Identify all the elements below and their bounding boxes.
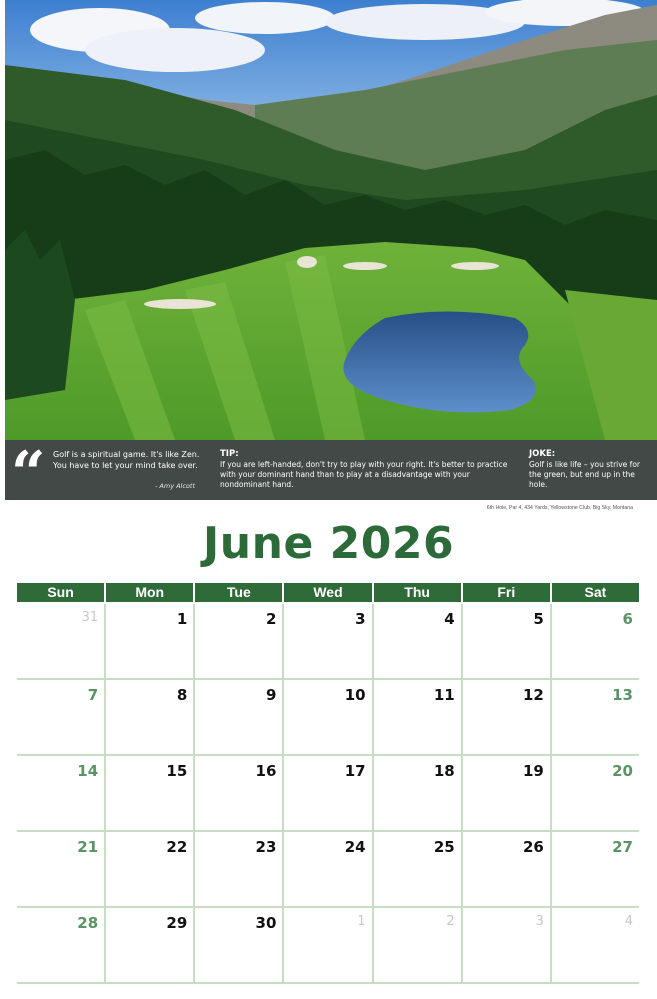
calendar-day-cell	[17, 756, 106, 830]
info-bar	[5, 440, 657, 500]
calendar-day-cell	[284, 756, 373, 830]
joke-text: Golf is like life – you strive for the green, but end up in the hole.	[529, 460, 640, 489]
calendar-day-cell	[463, 756, 552, 830]
calendar-day-cell	[374, 756, 463, 830]
calendar-day-cell	[106, 680, 195, 754]
calendar-day-cell	[463, 908, 552, 982]
day-number: 14	[77, 762, 99, 780]
day-number: 10	[344, 686, 366, 704]
day-number: 8	[176, 686, 188, 704]
day-number: 13	[612, 686, 633, 704]
calendar-week-row	[17, 680, 639, 756]
day-number: 12	[522, 686, 544, 704]
calendar-day-cell	[17, 908, 106, 982]
day-number: 19	[522, 762, 544, 780]
calendar-day-cell	[195, 680, 284, 754]
calendar-day-cell	[195, 604, 284, 678]
quote-text: Golf is a spiritual game. It's like Zen. You have to let your mind take over.	[53, 450, 200, 470]
calendar-day-cell	[463, 832, 552, 906]
calendar-week-row	[17, 604, 639, 680]
calendar-day-cell	[552, 832, 639, 906]
calendar-day-cell	[17, 604, 106, 678]
day-number: 1	[176, 610, 188, 628]
calendar-day-cell	[106, 756, 195, 830]
day-number: 30	[255, 914, 277, 932]
calendar-grid	[17, 583, 639, 984]
day-number: 26	[522, 838, 544, 856]
calendar-day-cell	[552, 680, 639, 754]
day-number: 4	[444, 610, 455, 628]
calendar-day-cell	[284, 604, 373, 678]
calendar-day-cell	[106, 604, 195, 678]
day-number: 3	[355, 610, 366, 628]
calendar-day-cell	[106, 832, 195, 906]
calendar-day-cell	[374, 680, 463, 754]
calendar-day-cell	[284, 680, 373, 754]
calendar-day-cell	[463, 680, 552, 754]
day-number: 21	[77, 838, 99, 856]
day-number: 20	[612, 762, 633, 780]
weekday-header: Tue	[195, 583, 282, 602]
day-number: 5	[533, 610, 544, 628]
calendar-day-cell	[374, 604, 463, 678]
day-number: 6	[622, 610, 633, 628]
calendar-day-cell	[552, 604, 639, 678]
calendar-week-row	[17, 908, 639, 984]
calendar-day-cell	[552, 756, 639, 830]
day-number: 11	[433, 686, 455, 704]
month-title: June 2026	[202, 518, 455, 569]
weekday-header: Thu	[374, 583, 461, 602]
day-number: 4	[624, 914, 633, 929]
calendar-day-cell	[17, 832, 106, 906]
photo-caption: 6th Hole, Par 4, 434 Yards, Yellowstone Club, Big Sky, Montana	[486, 505, 633, 511]
calendar-day-cell	[195, 908, 284, 982]
calendar-week-row	[17, 756, 639, 832]
golf-course-illustration	[5, 0, 657, 500]
day-number: 1	[357, 914, 366, 929]
calendar-day-cell	[17, 680, 106, 754]
day-number: 7	[87, 686, 99, 704]
quote-author: - Amy Alcott	[155, 482, 196, 490]
day-number: 24	[344, 838, 366, 856]
weekday-header: Sat	[552, 583, 639, 602]
day-number: 3	[535, 914, 544, 929]
calendar-day-cell	[106, 908, 195, 982]
calendar-week-row	[17, 832, 639, 908]
calendar-weeks	[17, 604, 639, 984]
calendar-day-cell	[374, 908, 463, 982]
quote-mark-icon: “	[11, 439, 46, 500]
calendar-day-cell	[552, 908, 639, 982]
calendar-day-cell	[195, 756, 284, 830]
weekday-header: Mon	[106, 583, 193, 602]
day-number: 31	[81, 610, 99, 625]
hero-photo	[5, 0, 657, 500]
day-number: 2	[446, 914, 455, 929]
day-number: 16	[255, 762, 277, 780]
joke-title: JOKE:	[529, 449, 556, 459]
day-number: 22	[166, 838, 188, 856]
weekday-header-row	[17, 583, 639, 602]
day-number: 15	[166, 762, 188, 780]
day-number: 18	[433, 762, 455, 780]
calendar-day-cell	[374, 832, 463, 906]
day-number: 23	[255, 838, 277, 856]
tip-title: TIP:	[220, 449, 239, 459]
calendar-day-cell	[463, 604, 552, 678]
calendar-day-cell	[284, 908, 373, 982]
day-number: 9	[265, 686, 277, 704]
day-number: 2	[265, 610, 277, 628]
day-number: 17	[344, 762, 366, 780]
tip-text: If you are left-handed, don't try to play with your right. It's better to practice with your dominant hand than to play at a disadvantage with your nondominant hand.	[220, 460, 508, 489]
calendar-day-cell	[284, 832, 373, 906]
weekday-header: Sun	[17, 583, 104, 602]
day-number: 28	[77, 914, 99, 932]
weekday-header: Fri	[463, 583, 550, 602]
day-number: 25	[433, 838, 455, 856]
weekday-header: Wed	[284, 583, 371, 602]
calendar-day-cell	[195, 832, 284, 906]
day-number: 29	[166, 914, 188, 932]
day-number: 27	[612, 838, 633, 856]
